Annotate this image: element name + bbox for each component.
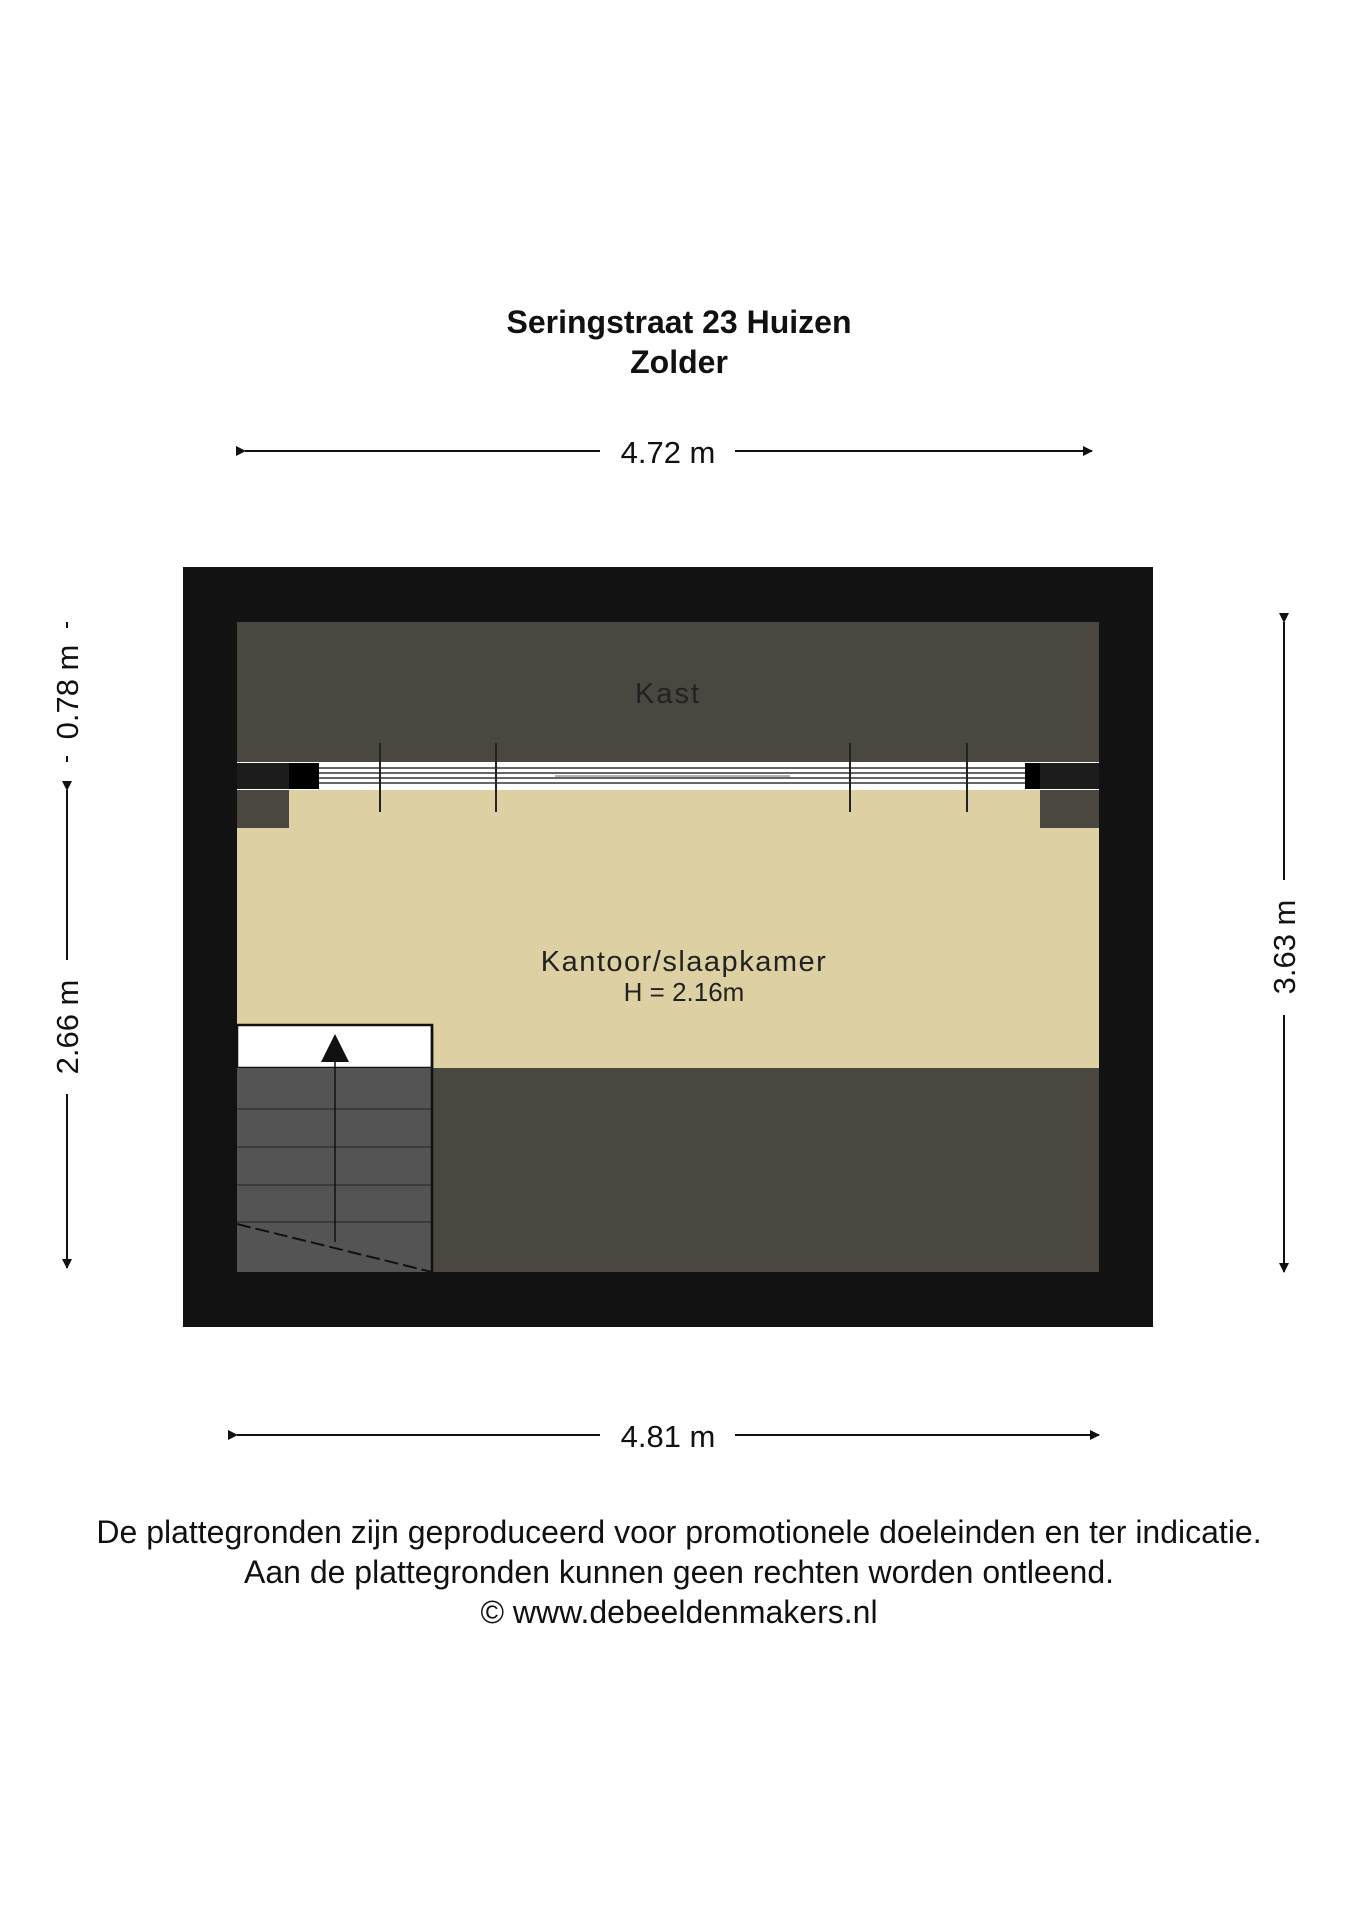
copyright-line: © www.debeeldenmakers.nl bbox=[480, 1594, 878, 1630]
dimension-top-label: 4.72 m bbox=[620, 435, 716, 470]
dimension-bottom-label: 4.81 m bbox=[620, 1419, 716, 1454]
room-main-label: Kantoor/slaapkamer bbox=[540, 946, 828, 978]
dimension-left-upper bbox=[50, 622, 85, 762]
disclaimer-line-2: Aan de plattegronden kunnen geen rechten worden ontleend. bbox=[243, 1554, 1114, 1590]
room-kast-label: Kast bbox=[634, 678, 702, 710]
dimension-left-lower-label: 2.66 m bbox=[50, 979, 85, 1075]
dimension-right-label: 3.63 m bbox=[1267, 899, 1302, 995]
dimension-left-lower bbox=[50, 790, 85, 1268]
corner-block bbox=[237, 785, 289, 828]
plan-title: Seringstraat 23 Huizen bbox=[506, 304, 852, 340]
corner-block bbox=[1040, 785, 1099, 828]
room-main-height: H = 2.16m bbox=[623, 977, 745, 1007]
disclaimer-line-1: De plattegronden zijn geproduceerd voor promotionele doeleinden en ter indicatie. bbox=[96, 1514, 1262, 1550]
dimension-right bbox=[1267, 622, 1302, 1272]
dimension-left-upper-label: 0.78 m bbox=[50, 644, 85, 740]
dimension-bottom bbox=[237, 1419, 1099, 1454]
floor-name: Zolder bbox=[630, 344, 728, 380]
stairs-up-icon bbox=[237, 1025, 432, 1272]
dimension-top bbox=[245, 435, 1092, 470]
